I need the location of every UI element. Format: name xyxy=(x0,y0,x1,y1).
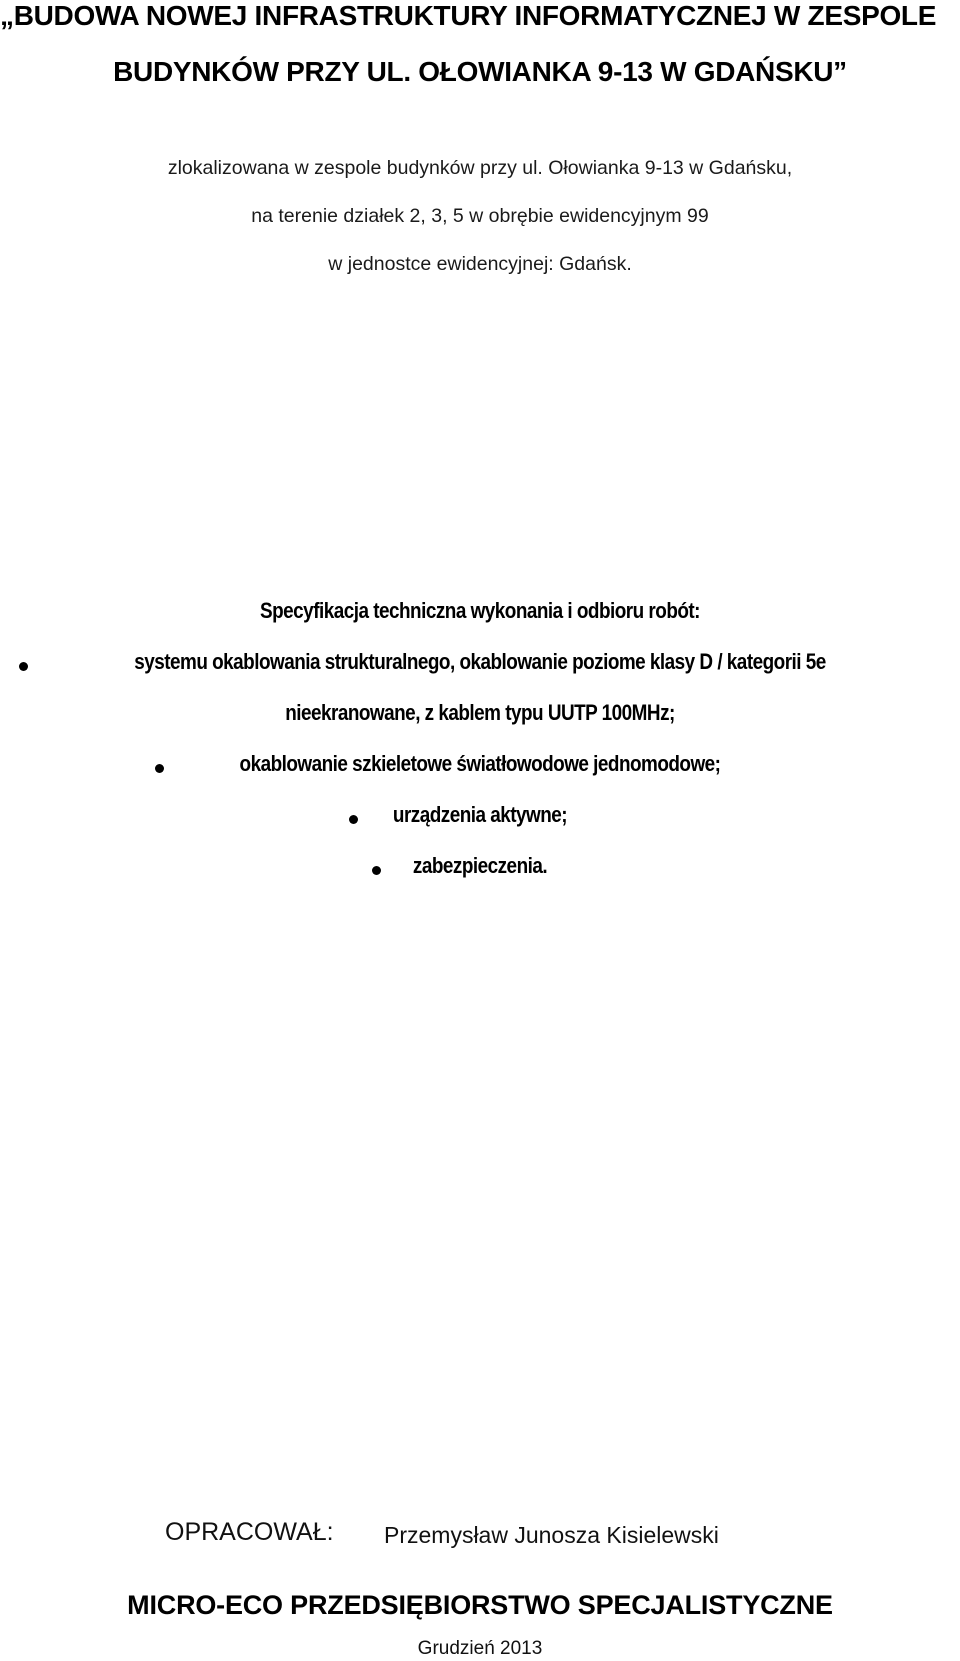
location-line-1: zlokalizowana w zespole budynków przy ul. Ołowianka 9-13 w Gdańsku, xyxy=(167,157,793,179)
document-title-line-1: „BUDOWA NOWEJ INFRASTRUKTURY INFORMATYCZNEJ W ZESPOLE xyxy=(0,0,937,31)
bullet-icon xyxy=(19,662,28,671)
spec-item-1-line-2: nieekranowane, z kablem typu UUTP 100MHz; xyxy=(285,700,675,725)
spec-item-1-line-1: systemu okablowania strukturalnego, okablowanie poziome klasy D / kategorii 5e xyxy=(134,649,826,674)
specification-title: Specyfikacja techniczna wykonania i odbioru robót: xyxy=(260,598,700,623)
location-line-3: w jednostce ewidencyjnej: Gdańsk. xyxy=(328,253,632,275)
spec-item-2: okablowanie szkieletowe światłowodowe jednomodowe; xyxy=(239,751,721,776)
spec-item-3: urządzenia aktywne; xyxy=(392,802,568,827)
company-name: MICRO-ECO PRZEDSIĘBIORSTWO SPECJALISTYCZNE xyxy=(127,1590,833,1620)
document-date: Grudzień 2013 xyxy=(417,1638,543,1659)
author-name: Przemysław Junosza Kisielewski xyxy=(384,1522,719,1548)
spec-item-4: zabezpieczenia. xyxy=(412,853,548,878)
author-label: OPRACOWAŁ: xyxy=(165,1518,334,1546)
document-title-line-2: BUDYNKÓW PRZY UL. OŁOWIANKA 9-13 W GDAŃSKU” xyxy=(113,56,847,87)
location-line-2: na terenie działek 2, 3, 5 w obrębie ewidencyjnym 99 xyxy=(251,205,709,227)
